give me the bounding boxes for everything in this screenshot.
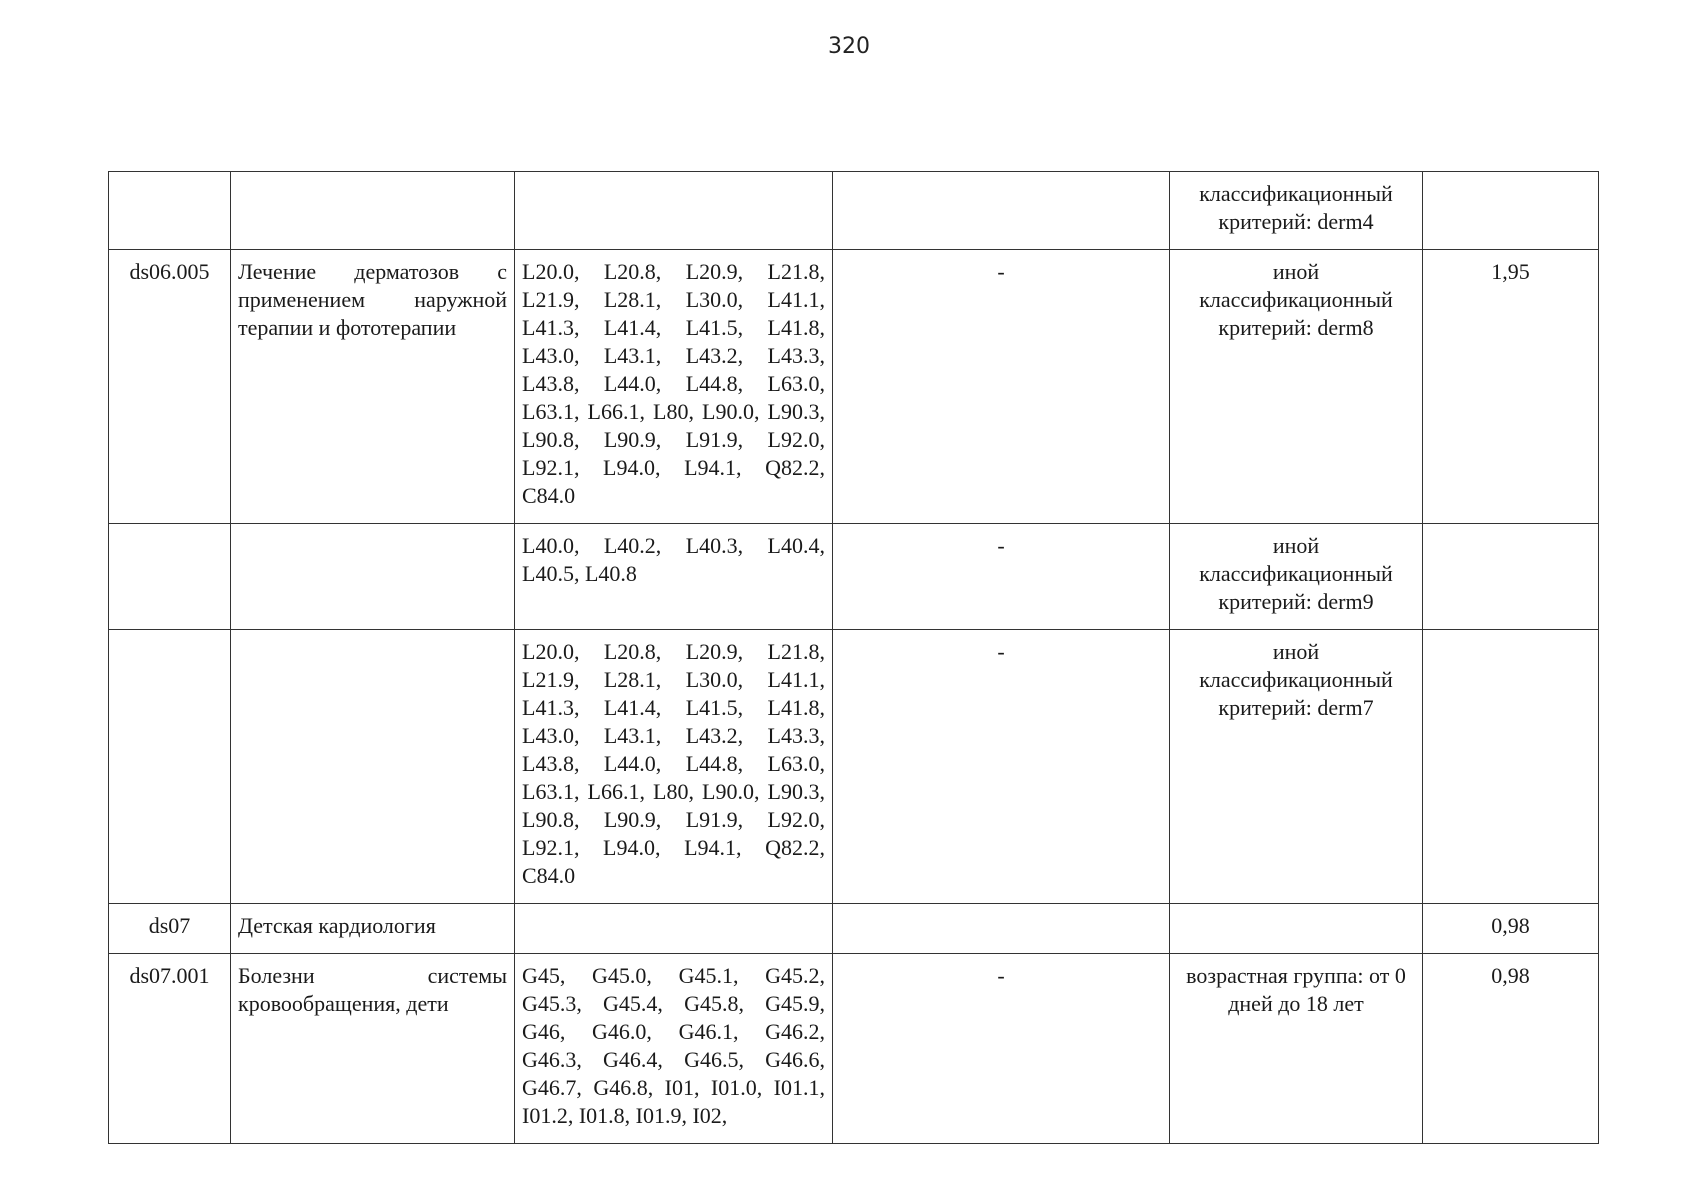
criterion-cell: иной классификационный критерий: derm7: [1170, 630, 1423, 904]
name-cell: Болезни системы кровообращения, дети: [231, 954, 515, 1144]
operation-cell: -: [833, 954, 1170, 1144]
operation-cell: [833, 172, 1170, 250]
criterion-cell: классификационный критерий: derm4: [1170, 172, 1423, 250]
table-row: [109, 630, 1599, 904]
icd-codes-cell: [515, 172, 833, 250]
icd-codes-cell: [515, 904, 833, 954]
code-cell: ds06.005: [109, 250, 231, 524]
name-cell: Лечение дерматозов с применением наружной терапии и фототерапии: [231, 250, 515, 524]
code-cell: ds07: [109, 904, 231, 954]
criterion-cell: иной классификационный критерий: derm9: [1170, 524, 1423, 630]
table-row: [109, 904, 1599, 954]
code-cell: ds07.001: [109, 954, 231, 1144]
operation-cell: -: [833, 524, 1170, 630]
name-cell: [231, 524, 515, 630]
tariff-table: [108, 171, 1599, 1144]
coefficient-cell: [1423, 172, 1599, 250]
code-cell: [109, 630, 231, 904]
coefficient-cell: 0,98: [1423, 954, 1599, 1144]
coefficient-cell: [1423, 630, 1599, 904]
name-cell: Детская кардиология: [231, 904, 515, 954]
code-cell: [109, 172, 231, 250]
name-cell: [231, 630, 515, 904]
icd-codes-cell: L40.0, L40.2, L40.3, L40.4, L40.5, L40.8: [515, 524, 833, 630]
criterion-cell: [1170, 904, 1423, 954]
name-cell: [231, 172, 515, 250]
coefficient-cell: 0,98: [1423, 904, 1599, 954]
table-row: [109, 524, 1599, 630]
operation-cell: [833, 904, 1170, 954]
icd-codes-cell: G45, G45.0, G45.1, G45.2, G45.3, G45.4, G45.8, G45.9, G46, G46.0, G46.1, G46.2, G46.3, G46.4, G46.5, G46.6, G46.7, G46.8, I01, I01.0, I01.1, I01.2, I01.8, I01.9, I02,: [515, 954, 833, 1144]
operation-cell: -: [833, 630, 1170, 904]
table-row: [109, 250, 1599, 524]
page-number: 320: [828, 34, 870, 59]
criterion-cell: иной классификационный критерий: derm8: [1170, 250, 1423, 524]
icd-codes-cell: L20.0, L20.8, L20.9, L21.8, L21.9, L28.1, L30.0, L41.1, L41.3, L41.4, L41.5, L41.8, L43.0, L43.1, L43.2, L43.3, L43.8, L44.0, L44.8, L63.0, L63.1, L66.1, L80, L90.0, L90.3, L90.8, L90.9, L91.9, L92.0, L92.1, L94.0, L94.1, Q82.2, C84.0: [515, 630, 833, 904]
table-row: [109, 954, 1599, 1144]
operation-cell: -: [833, 250, 1170, 524]
code-cell: [109, 524, 231, 630]
coefficient-cell: 1,95: [1423, 250, 1599, 524]
criterion-cell: возрастная группа: от 0 дней до 18 лет: [1170, 954, 1423, 1144]
table-row: [109, 172, 1599, 250]
coefficient-cell: [1423, 524, 1599, 630]
icd-codes-cell: L20.0, L20.8, L20.9, L21.8, L21.9, L28.1, L30.0, L41.1, L41.3, L41.4, L41.5, L41.8, L43.0, L43.1, L43.2, L43.3, L43.8, L44.0, L44.8, L63.0, L63.1, L66.1, L80, L90.0, L90.3, L90.8, L90.9, L91.9, L92.0, L92.1, L94.0, L94.1, Q82.2, C84.0: [515, 250, 833, 524]
